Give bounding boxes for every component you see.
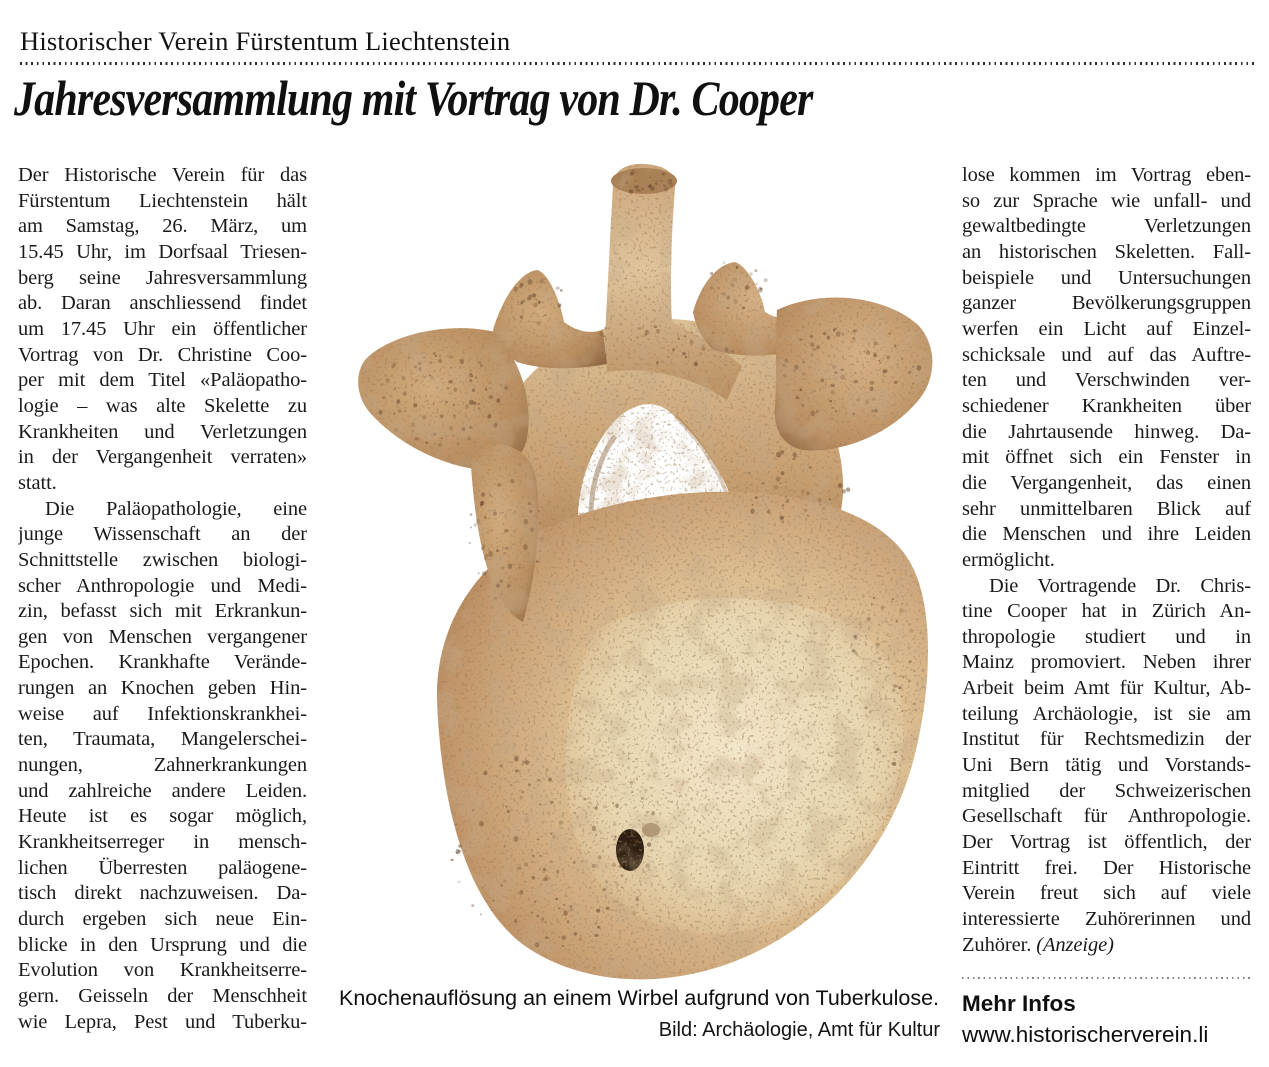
text-line: ganzer Bevölkerungsgruppen xyxy=(962,292,1251,315)
text-line: weise auf Infektionskrankhei- xyxy=(18,702,307,725)
text-line: tisch direkt nachzuweisen. Da- xyxy=(18,882,307,905)
text-line: statt. xyxy=(18,471,57,494)
text-line: lichen Überresten paläogene- xyxy=(18,856,307,879)
text-line: zin, befasst sich mit Erkrankun- xyxy=(18,600,307,623)
text-line: Die Vortragende Dr. Chris- xyxy=(989,574,1251,597)
text-line: per mit dem Titel «Paläopatho- xyxy=(18,369,307,392)
article-photo xyxy=(345,158,945,984)
text-line: die Vergangenheit, das einen xyxy=(962,471,1251,494)
text-line: blicke in den Ursprung und die xyxy=(18,933,307,956)
dotted-rule-infobox xyxy=(962,977,1251,979)
text-line: schicksale und auf das Auftre- xyxy=(962,343,1251,366)
text-line: Der Vortrag ist öffentlich, der xyxy=(962,831,1251,854)
text-line: tine Cooper hat in Zürich An- xyxy=(962,600,1251,623)
text-line: ab. Daran anschliessend findet xyxy=(18,292,307,315)
text-line: Evolution von Krankheitserre- xyxy=(18,959,307,982)
text-line: die Menschen und ihre Leiden xyxy=(962,523,1251,546)
text-line: Epochen. Krankhafte Verände- xyxy=(18,651,307,674)
text-line: wie Lepra, Pest und Tuberku- xyxy=(18,1010,307,1033)
text-line: Vortrag von Dr. Christine Coo- xyxy=(18,343,307,366)
text-line: 15.45 Uhr, im Dorfsaal Triesen- xyxy=(18,240,307,263)
text-line: mit öffnet sich ein Fenster in xyxy=(962,446,1251,469)
more-info-title: Mehr Infos xyxy=(962,991,1076,1016)
text-line: Zuhörer. (Anzeige) xyxy=(962,933,1114,956)
kicker: Historischer Verein Fürstentum Liechtenstein xyxy=(20,26,511,56)
text-line: die Jahrtausende hinweg. Da- xyxy=(962,420,1251,443)
paragraph xyxy=(962,574,1251,959)
figure-caption-block xyxy=(339,986,940,1042)
text-line: beispiele und Untersuchungen xyxy=(962,266,1251,289)
text-line: Die Paläopathologie, eine xyxy=(45,497,307,520)
figure-caption: Knochenauflösung an einem Wirbel aufgrund von Tuberkulose. xyxy=(339,986,939,1010)
text-line: an historischen Skeletten. Fall- xyxy=(962,240,1251,263)
text-line: Institut für Rechtsmedizin der xyxy=(962,728,1251,751)
text-line: Eintritt frei. Der Historische xyxy=(962,856,1251,879)
text-line: ten, Traumata, Mangelerschei- xyxy=(18,728,307,751)
text-line: gen von Menschen vergangener xyxy=(18,625,307,648)
text-line: logie – was alte Skelette zu xyxy=(18,394,307,417)
text-line: ermöglicht. xyxy=(962,548,1055,571)
headline: Jahresversammlung mit Vortrag von Dr. Cooper xyxy=(14,70,813,126)
text-line: so zur Sprache wie unfall- und xyxy=(962,189,1251,212)
text-line: um 17.45 Uhr ein öffentlicher xyxy=(18,317,307,340)
more-info-box xyxy=(962,977,1251,1048)
text-line: am Samstag, 26. März, um xyxy=(18,215,307,238)
text-line: durch ergeben sich neue Ein- xyxy=(18,908,307,931)
text-line: und zahlreiche andere Leiden. xyxy=(18,779,307,802)
text-line: Heute ist es sogar möglich, xyxy=(18,805,307,828)
text-line: mitglied der Schweizerischen xyxy=(962,779,1251,802)
text-line: junge Wissenschaft an der xyxy=(18,523,307,546)
text-line: Gesellschaft für Anthropologie. xyxy=(962,805,1251,828)
text-line: Krankheitserreger in mensch- xyxy=(18,831,307,854)
figure-credit: Bild: Archäologie, Amt für Kultur xyxy=(658,1018,940,1041)
text-line: Verein freut sich auf viele xyxy=(962,882,1251,905)
text-line: nungen, Zahnerkrankungen xyxy=(18,754,307,777)
text-line: scher Anthropologie und Medi- xyxy=(18,574,307,597)
text-line: Mainz promoviert. Neben ihrer xyxy=(962,651,1251,674)
text-line: Uni Bern tätig und Vorstands- xyxy=(962,754,1251,777)
dotted-rule-top xyxy=(20,62,1255,65)
text-line: Arbeit beim Amt für Kultur, Ab- xyxy=(962,677,1251,700)
text-line: Schnittstelle zwischen biologi- xyxy=(18,548,307,571)
text-line: Krankheiten und Verletzungen xyxy=(18,420,307,443)
text-line: teilung Archäologie, ist sie am xyxy=(962,702,1251,725)
article-column-left xyxy=(18,163,307,1035)
paragraph xyxy=(962,163,1251,574)
text-line: sehr unmittelbaren Blick auf xyxy=(962,497,1251,520)
text-line: in der Vergangenheit verraten» xyxy=(18,446,307,469)
text-line: interessierte Zuhörerinnen und xyxy=(962,908,1251,931)
text-line: lose kommen im Vortrag eben- xyxy=(962,164,1251,186)
text-line: schiedener Krankheiten über xyxy=(962,394,1251,417)
more-info-url[interactable]: www.historischerverein.li xyxy=(962,1022,1209,1047)
text-line: Fürstentum Liechtenstein hält xyxy=(18,189,307,212)
text-line: thropologie studiert und in xyxy=(962,625,1251,648)
vertebra-photo xyxy=(345,158,945,984)
text-line: berg seine Jahresversammlung xyxy=(18,266,307,289)
text-line: gern. Geisseln der Menschheit xyxy=(18,985,307,1007)
text-line: ten und Verschwinden ver- xyxy=(962,369,1251,392)
paragraph xyxy=(18,163,307,497)
text-line: rungen an Knochen geben Hin- xyxy=(18,677,307,700)
paragraph xyxy=(18,497,307,1036)
text-line: werfen ein Licht auf Einzel- xyxy=(962,317,1251,340)
article-column-right xyxy=(962,163,1251,958)
text-line: Der Historische Verein für das xyxy=(18,164,307,186)
text-line: gewaltbedingte Verletzungen xyxy=(962,215,1251,238)
